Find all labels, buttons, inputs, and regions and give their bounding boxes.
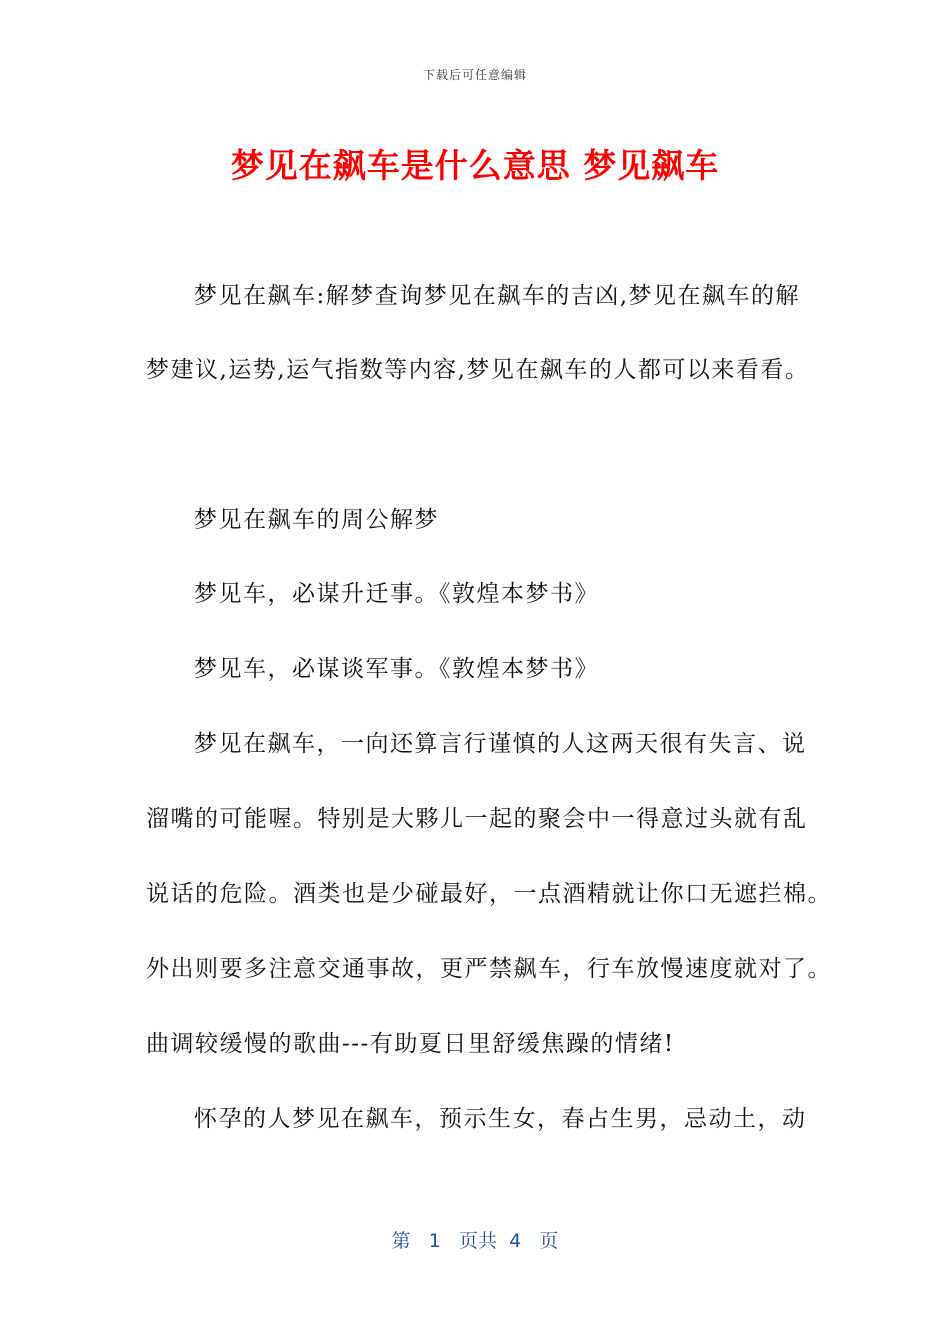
paragraph-line: 曲调较缓慢的歌曲---有助夏日里舒缓焦躁的情绪! [146, 1031, 675, 1057]
paragraph-line: 梦见在飙车，一向还算言行谨慎的人这两天很有失言、说 [194, 731, 807, 757]
page-footer [0, 1226, 950, 1253]
paragraph-line: 梦建议,运势,运气指数等内容,梦见在飙车的人都可以来看看。 [146, 357, 810, 383]
footer-middle: 页共 [459, 1230, 498, 1252]
header-note: 下载后可任意编辑 [422, 68, 527, 82]
footer-suffix: 页 [539, 1230, 559, 1252]
section-heading: 梦见在飙车的周公解梦 [194, 507, 439, 533]
paragraph-line: 梦见车，必谋升迁事。《敦煌本梦书》 [194, 581, 599, 607]
paragraph-line: 梦见在飙车:解梦查询梦见在飙车的吉凶,梦见在飙车的解 [194, 283, 801, 309]
footer-prefix: 第 [391, 1230, 411, 1252]
footer-page-number: 1 [428, 1230, 441, 1252]
document-title: 梦见在飙车是什么意思 梦见飙车 [230, 146, 720, 185]
paragraph-line: 外出则要多注意交通事故，更严禁飙车，行车放慢速度就对了。 [146, 956, 832, 982]
paragraph-line: 怀孕的人梦见在飙车，预示生女，春占生男，忌动土，动 [194, 1106, 807, 1132]
footer-total-pages: 4 [509, 1230, 522, 1252]
paragraph-line: 溜嘴的可能喔。特别是大夥儿一起的聚会中一得意过头就有乱 [146, 806, 808, 832]
paragraph-line: 说话的危险。酒类也是少碰最好，一点酒精就让你口无遮拦棉。 [146, 881, 832, 907]
paragraph-line: 梦见车，必谋谈军事。《敦煌本梦书》 [194, 656, 599, 682]
